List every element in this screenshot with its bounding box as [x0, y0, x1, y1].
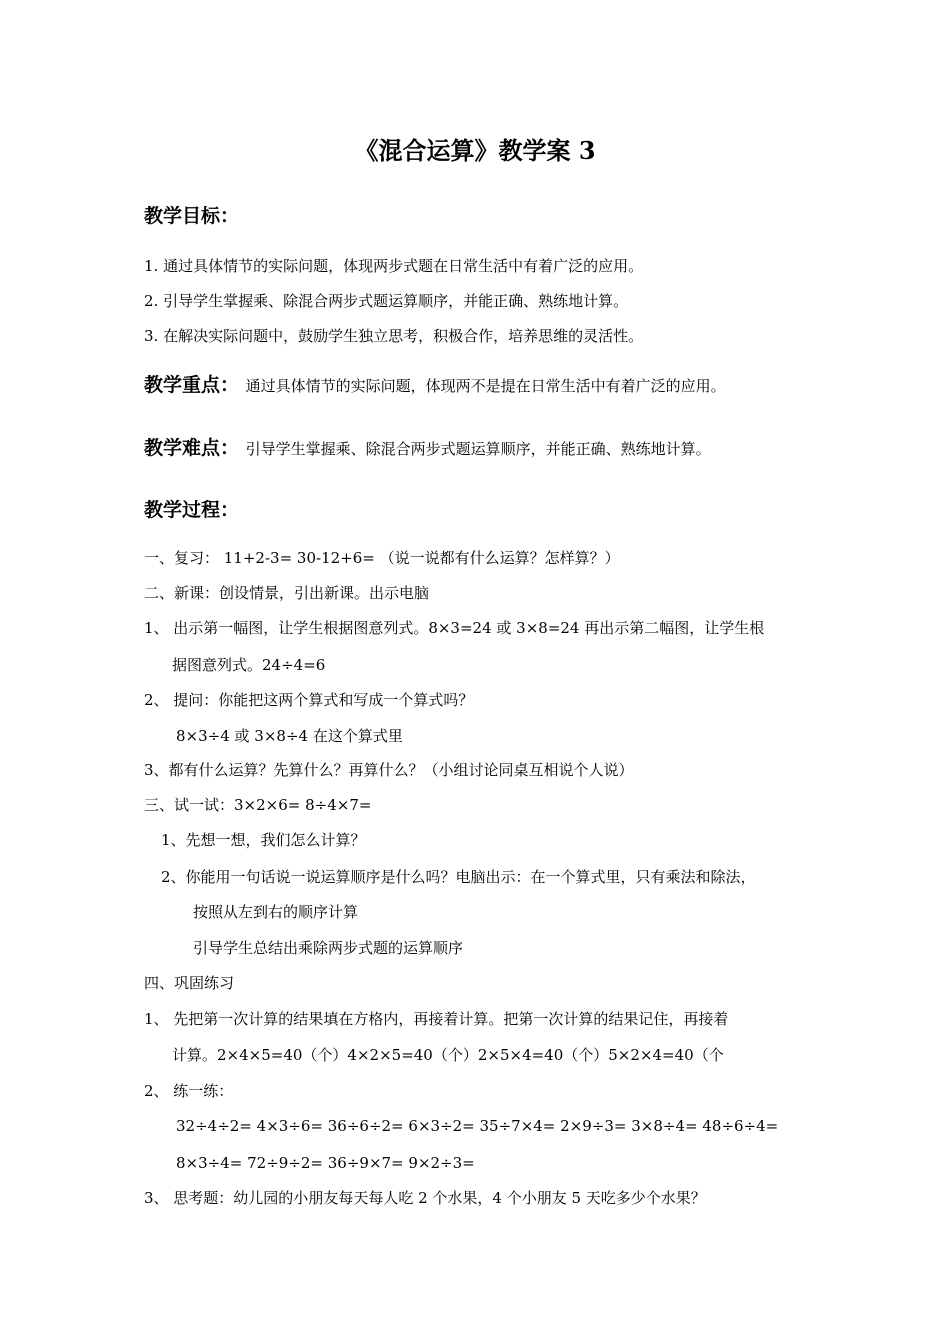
process-line: 按照从左到右的顺序计算: [193, 903, 359, 921]
key-point-heading: 教学重点：: [144, 374, 240, 396]
process-heading: 教学过程：: [144, 499, 240, 521]
process-line: 计算。2×4×5=40（个）4×2×5=40（个）2×5×4=40（个）5×2×4=40（个: [172, 1046, 724, 1064]
process-line: 一、复习： 11+2-3= 30-12+6= （说一说都有什么运算？怎样算？）: [144, 549, 620, 567]
process-line: 据图意列式。24÷4=6: [172, 656, 326, 674]
key-point-text: 通过具体情节的实际问题，体现两不是提在日常生活中有着广泛的应用。: [245, 377, 726, 395]
process-line: 8×3÷4= 72÷9÷2= 36÷9×7= 9×2÷3=: [176, 1154, 475, 1172]
process-line: 二、新课：创设情景，引出新课。出示电脑: [144, 584, 430, 602]
process-line: 1、先想一想，我们怎么计算？: [161, 831, 366, 849]
document-title: 《混合运算》教学案 3: [354, 136, 596, 165]
goal-item-3: 3. 在解决实际问题中，鼓励学生独立思考，积极合作，培养思维的灵活性。: [144, 327, 644, 345]
goal-item-1: 1. 通过具体情节的实际问题，体现两步式题在日常生活中有着广泛的应用。: [144, 257, 644, 275]
process-line: 四、巩固练习: [144, 974, 235, 992]
process-line: 2、 练一练：: [144, 1082, 234, 1100]
goal-item-2: 2. 引导学生掌握乘、除混合两步式题运算顺序，并能正确、熟练地计算。: [144, 292, 629, 310]
difficult-point-text: 引导学生掌握乘、除混合两步式题运算顺序，并能正确、熟练地计算。: [245, 440, 711, 458]
process-line: 引导学生总结出乘除两步式题的运算顺序: [193, 939, 464, 957]
process-line: 1、 先把第一次计算的结果填在方格内，再接着计算。把第一次计算的结果记住，再接着: [144, 1010, 729, 1028]
process-line: 3、都有什么运算？先算什么？再算什么？（小组讨论同桌互相说个人说）: [144, 761, 634, 779]
process-line: 2、 提问：你能把这两个算式和写成一个算式吗？: [144, 691, 474, 709]
process-line: 2、你能用一句话说一说运算顺序是什么吗？电脑出示：在一个算式里，只有乘法和除法，: [161, 868, 756, 886]
process-line: 三、试一试：3×2×6= 8÷4×7=: [144, 796, 372, 814]
difficult-point-heading: 教学难点：: [144, 437, 240, 459]
process-line: 32÷4÷2= 4×3÷6= 36÷6÷2= 6×3÷2= 35÷7×4= 2×9÷3= 3×8÷4= 48÷6÷4=: [176, 1117, 779, 1135]
key-point-row: [144, 372, 726, 399]
process-line: 1、 出示第一幅图，让学生根据图意列式。8×3=24 或 3×8=24 再出示第二幅图，让学生根: [144, 619, 765, 637]
goals-heading: 教学目标：: [144, 205, 240, 227]
process-line: 8×3÷4 或 3×8÷4 在这个算式里: [176, 727, 403, 745]
difficult-point-row: [144, 435, 711, 462]
process-line: 3、 思考题：幼儿园的小朋友每天每人吃 2 个水果，4 个小朋友 5 天吃多少个水果？: [144, 1189, 706, 1207]
